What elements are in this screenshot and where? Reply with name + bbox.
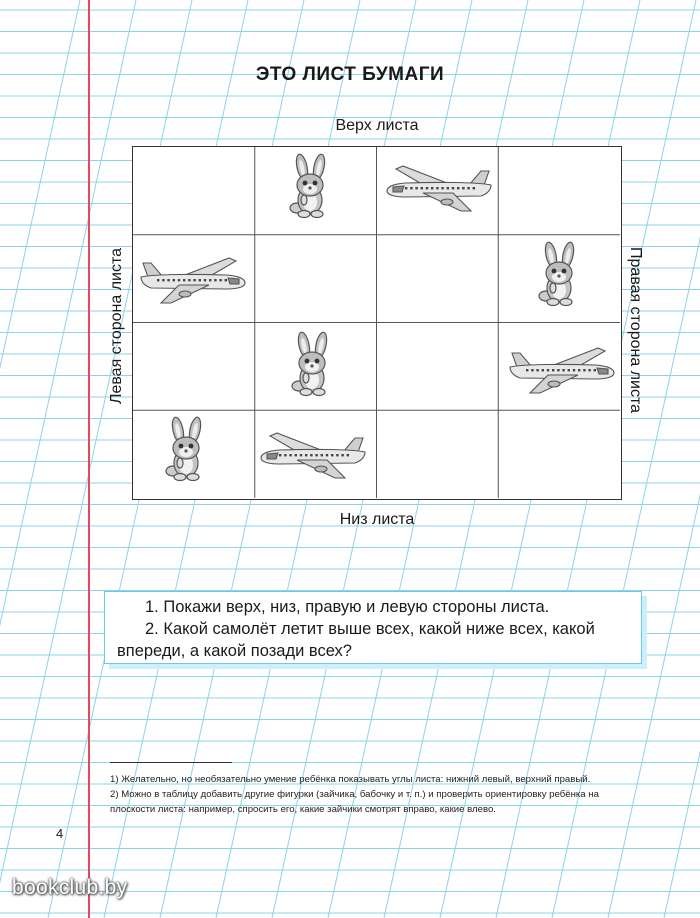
task-1: 1. Покажи верх, низ, правую и левую стороны листа. <box>145 598 550 616</box>
task-box <box>104 591 642 664</box>
airplane-icon <box>135 255 247 312</box>
airplane-icon <box>385 163 497 220</box>
watermark: bookclub.by <box>12 876 128 899</box>
bunny-icon <box>281 153 341 226</box>
bottom-label: Низ листа <box>339 511 415 528</box>
left-label: Левая сторона листа <box>108 247 125 405</box>
page-title: ЭТО ЛИСТ БУМАГИ <box>255 64 445 85</box>
bunny-icon <box>157 416 217 489</box>
bunny-icon <box>530 241 590 314</box>
sheet-grid <box>132 146 622 500</box>
bunny-icon <box>283 331 343 404</box>
footnote-rule <box>110 762 232 763</box>
footnote-2: 2) Можно в таблицу добавить другие фигурки (зайчика, бабочку и т. п.) и проверить ориентировку ребёнка на плоскости листа: например, спросить его, какие зайчики смотрят вправо, какие влево. <box>110 789 599 815</box>
task-2: 2. Какой самолёт летит выше всех, какой ниже всех, какой <box>145 620 595 638</box>
margin-line <box>88 0 90 918</box>
right-label: Правая сторона листа <box>627 247 644 413</box>
top-label: Верх листа <box>335 117 419 134</box>
page-number: 4 <box>56 826 64 841</box>
airplane-icon <box>259 430 371 487</box>
footnote-1: 1) Желательно, но необязательно умение ребёнка показывать углы листа: нижний левый, верхний правый. <box>110 774 591 785</box>
task-2-continued: впереди, а какой позади всех? <box>117 642 352 660</box>
airplane-icon <box>504 345 616 402</box>
footnotes <box>110 772 645 817</box>
